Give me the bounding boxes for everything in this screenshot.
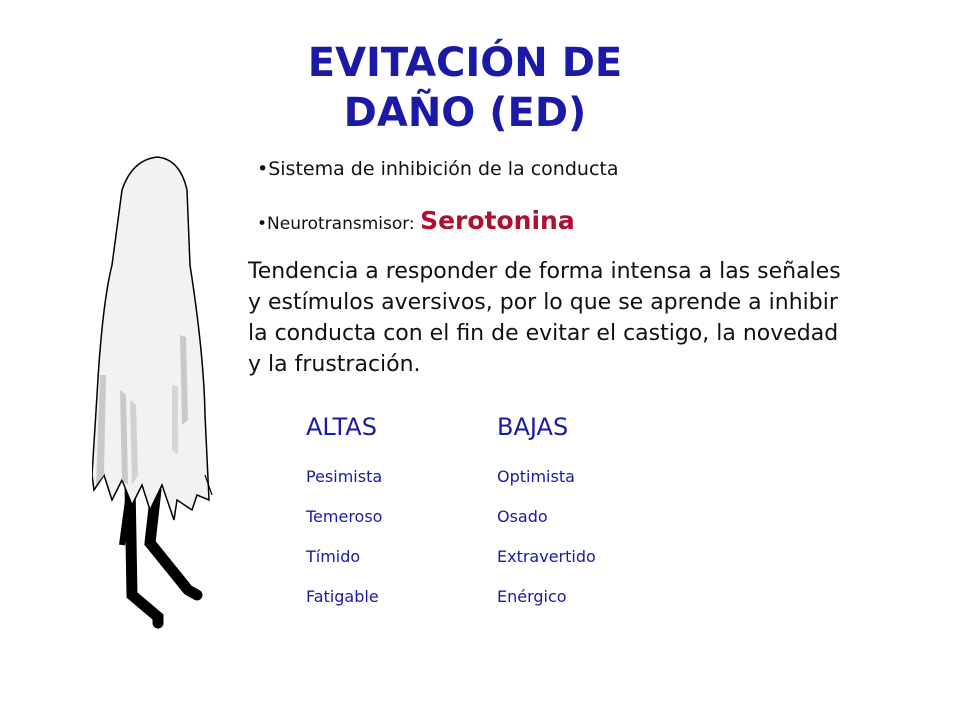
altas-item: Fatigable [306,587,379,606]
title-line-1: EVITACIÓN DE [307,40,623,86]
description: Tendencia a responder de forma intensa a las señales y estímulos aversivos, por lo que se aprende a inhibir la conducta con el fin de evitar el castigo, la novedad y la frustración. [248,259,841,377]
altas-item: Tímido [306,547,361,566]
neurotransmitter-value: Serotonina [420,206,575,235]
neurotransmitter-label: •Neurotransmisor: [257,214,421,234]
bajas-header: BAJAS [497,413,569,441]
altas-item: Pesimista [306,467,383,486]
title-line-2: DAÑO (ED) [343,90,587,136]
altas-column [306,413,382,617]
altas-header: ALTAS [306,413,377,441]
bajas-item: Optimista [497,467,575,486]
bajas-column [497,413,596,617]
ghost-illustration [92,155,222,630]
bullet-system: •Sistema de inhibición de la conducta [257,158,619,180]
altas-item: Temeroso [306,507,383,526]
page-title [230,38,700,138]
bajas-item: Osado [497,507,548,526]
bajas-item: Extravertido [497,547,596,566]
bullet-neurotransmitter [257,206,575,235]
bajas-item: Enérgico [497,587,567,606]
